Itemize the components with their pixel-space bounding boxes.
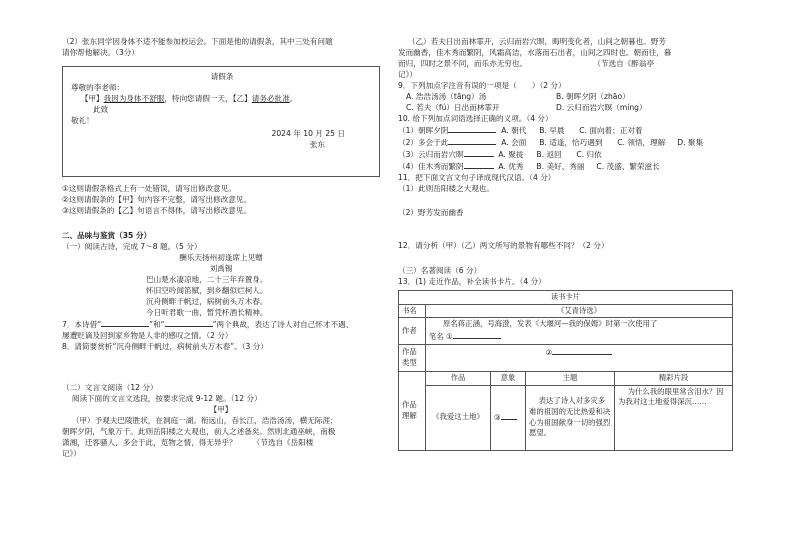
sub-2-desc: 阅读下面的文言文选段，按要求完成 9-12 题。（12 分） <box>71 394 262 403</box>
card-type-cell: ② <box>426 344 733 371</box>
yi-para-3: 而归，四时之景不同，而乐亦无穷也。 （节选自《醉翁亭 <box>398 59 655 68</box>
card-work: 《我爱这土地》 <box>426 385 491 450</box>
q12: 12．请分析（甲）（乙）两文所写的景物有哪些不同？（2 分） <box>398 241 609 250</box>
sub-3-heading: （三）名著阅读（6 分） <box>398 266 482 275</box>
poem-title: 酬乐天扬州初逢席上见赠 <box>179 253 263 262</box>
q13: 13．(1) 走近作品，补全读书卡片。（4 分） <box>398 277 546 286</box>
q7-blank-1[interactable] <box>101 318 149 327</box>
jia-tag: 【甲】 <box>80 94 104 103</box>
yi-source-end: 记》） <box>398 70 417 79</box>
q10-item: （1）朝晖夕阴 A. 朝代 B. 早晨 C. 面向着；正对着 <box>398 126 643 135</box>
image-blank[interactable] <box>501 411 517 420</box>
note-signer: 张东 <box>309 140 325 149</box>
card-under-label: 作品 理解 <box>399 371 426 450</box>
poem-author: 刘禹锡 <box>209 264 233 273</box>
poem-line: 沉舟侧畔千帆过，病树前头万木春。 <box>146 297 268 306</box>
reading-card-table <box>398 290 733 451</box>
type-blank[interactable] <box>552 346 612 355</box>
yi-para-2: 发而幽香，佳木秀而繁阴，风霜高洁，水落而石出者，山间之四时也。朝而往，暮 <box>398 48 672 57</box>
fix-3: ③这则请假条的【乙】句语言不得体，请写出修改意见。 <box>62 206 252 215</box>
leave-note-box <box>62 66 380 177</box>
card-book-label: 书名 <box>399 304 426 318</box>
card-image-cell: ③ <box>491 385 526 450</box>
card-author-label: 作者 <box>399 318 426 344</box>
right-column <box>398 36 733 451</box>
q10-item: （3）云归而岩穴暝 A. 聚拢 B. 返回 C. 归依 <box>398 150 602 159</box>
q11: 11．把下面文言文句子译成现代汉语。（4 分） <box>398 173 556 182</box>
q7-line2: 屡遭贬谪及回到家乡物是人非的感叹之情。（2 分） <box>62 331 233 340</box>
yi-tag: 【乙】 <box>232 94 252 103</box>
section-2-heading: 二、品味与鉴赏（35 分） <box>62 231 152 240</box>
jia-heading: 【甲】 <box>209 405 233 414</box>
card-theme: 表达了诗人对多灾多难的祖国的无比热爱和决心为祖国献身一切的强烈愿望。 <box>526 385 615 450</box>
jia-para-1: （甲）予观夫巴陵胜状，在洞庭一湖。衔远山，吞长江，浩浩汤汤，横无际涯； <box>71 416 338 425</box>
yi-sentence: 请务必批准 <box>251 94 290 103</box>
sub-2-heading: （二）文言文阅读（12 分） <box>62 383 158 392</box>
poem-line: 今日听君歌一曲，暂凭杯酒长精神。 <box>146 308 268 317</box>
q9: 9．下列加点字注音有误的一项是（ ）（2 分） <box>398 81 566 90</box>
card-type-label: 作品 类型 <box>399 344 426 371</box>
q10-blank[interactable] <box>448 124 496 133</box>
q7-blank-2[interactable] <box>165 318 213 327</box>
card-h-theme: 主题 <box>526 371 615 385</box>
note-jingli: 敬礼！ <box>71 116 94 125</box>
q10-blank[interactable] <box>464 160 494 169</box>
q7: 7．本诗借“ ”和“ ”两个典故，表达了诗人对自己怀才不遇、 <box>62 320 354 329</box>
jia-para-3: 潇湘，迁客骚人，多会于此，览物之情，得无异乎？ （节选自《岳阳楼 <box>62 438 314 447</box>
q10: 10. 给下列加点词语选择正确的义项。（4 分） <box>398 114 553 123</box>
q2-line1: （2）张东同学因身体不适不能参加校运会。下面是他的请假条，其中三处有问题 <box>62 37 333 46</box>
sub-1-heading: （一）阅读古诗，完成 7～8 题。（5 分） <box>62 242 202 251</box>
q9-options-ab: A. 浩浩汤汤（tāng）汤 B. 朝晖夕阴（zhāo） <box>406 92 630 101</box>
q10-blank[interactable] <box>464 148 494 157</box>
leave-note-body <box>71 93 373 104</box>
note-cizhi: 此致 <box>93 105 109 114</box>
poem-line: 怀旧空吟闻笛赋，到乡翻似烂柯人。 <box>146 286 268 295</box>
q11-2: （2）野芳发而幽香 <box>398 208 464 217</box>
card-h-work: 作品 <box>426 371 491 385</box>
leave-note-salutation: 尊敬的李老师： <box>71 83 125 92</box>
q10-item: （4）佳木秀而繁阴 A. 优秀 B. 美好、秀丽 C. 茂盛、繁荣滋长 <box>398 162 660 171</box>
q10-item: （2）多会于此 A. 会面 B. 适逢，恰巧遇到 C. 领悟，理解 D. 聚集 <box>398 138 704 147</box>
q9-options-cd: C. 若夫（fú）日出而林霏开 D. 云归而岩穴暝（míng） <box>406 103 647 112</box>
q2-line2: 请你帮他解决。（3分） <box>62 48 139 57</box>
leave-note-title: 请假条 <box>210 72 234 81</box>
card-h-excerpt: 精彩片段 <box>615 371 733 385</box>
card-h-image: 意象 <box>491 371 526 385</box>
jia-sentence: 我因为身体不舒服 <box>103 94 165 103</box>
q10-blank[interactable] <box>448 136 496 145</box>
left-column <box>62 36 380 459</box>
note-end: 。 <box>289 94 298 103</box>
yi-para-1: （乙）若夫日出而林霏开，云归而岩穴暝，晦明变化者，山间之朝暮也。野芳 <box>407 37 667 46</box>
jia-para-2: 朝晖夕阴，气象万千。此则岳阳楼之大观也，前人之述备矣。然则北通巫峡，南极 <box>62 427 336 436</box>
jia-source-end: 记》） <box>62 449 81 458</box>
pen-name-blank[interactable] <box>453 330 501 339</box>
note-date: 2024 年 10 月 25 日 <box>271 129 345 138</box>
fix-1: ①这则请假条格式上有一处错误，请写出修改意见。 <box>62 184 236 193</box>
note-mid: ，特向您请假一天， <box>164 94 233 103</box>
q11-1: （1）此则岳阳楼之大观也。 <box>398 184 494 193</box>
card-excerpt: 为什么我的眼里常含泪水？因为我对这土地爱得深沉…… <box>615 385 733 450</box>
fix-2: ②这则请假条的【甲】句内容不完整，请写出修改意见。 <box>62 195 252 204</box>
poem-line: 巴山楚水凄凉地，二十三年弃置身。 <box>146 275 268 284</box>
q8: 8．请简要赏析“沉舟侧畔千帆过，病树前头万木春”。（3 分） <box>62 342 268 351</box>
card-book-value: 《艾青诗选》 <box>426 304 733 318</box>
card-author-cell: 原名蒋正涵，号海澄，发表《大堰河—我的保姆》时第一次使用了 笔名 ① <box>426 318 733 344</box>
card-title: 读书卡片 <box>399 291 733 305</box>
